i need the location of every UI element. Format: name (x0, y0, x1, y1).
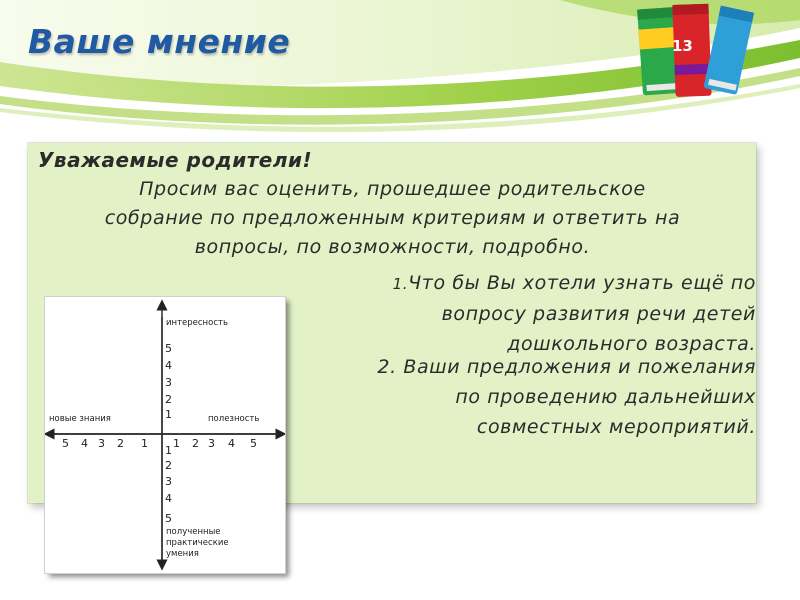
down-tick: 5 (165, 512, 172, 525)
right-tick: 2 (192, 437, 199, 450)
down-tick: 4 (165, 492, 172, 505)
down-tick: 2 (165, 459, 172, 472)
axis-label-down-1: полученные (166, 527, 221, 537)
greeting: Уважаемые родители! (38, 148, 313, 172)
left-tick: 2 (117, 437, 124, 450)
left-tick: 4 (81, 437, 88, 450)
up-tick: 5 (165, 342, 172, 355)
question-2-line: по проведению дальнейших (455, 386, 756, 408)
axis-label-right: полезность (208, 414, 260, 424)
up-tick: 2 (165, 393, 172, 406)
question-2-line: совместных мероприятий. (476, 416, 756, 438)
intro-line: Просим вас оценить, прошедшее родительское (139, 178, 646, 200)
left-tick: 3 (98, 437, 105, 450)
up-tick: 4 (165, 359, 172, 372)
left-tick: 5 (62, 437, 69, 450)
axis-label-left: новые знания (49, 414, 111, 424)
intro-line: собрание по предложенным критериям и ответить на (104, 207, 681, 229)
right-tick: 3 (208, 437, 215, 450)
page-number: 13 (672, 37, 693, 55)
up-tick: 1 (165, 408, 172, 421)
right-tick: 1 (173, 437, 180, 450)
books-icon (632, 0, 782, 100)
question-1-line: вопросу развития речи детей (441, 303, 756, 325)
intro-line: вопросы, по возможности, подробно. (194, 236, 591, 258)
question-2-line: 2. Ваши предложения и пожелания (377, 356, 756, 378)
left-tick: 1 (141, 437, 148, 450)
intro-text (30, 175, 755, 262)
evaluation-axes-diagram (45, 297, 285, 573)
up-tick: 3 (165, 376, 172, 389)
right-tick: 5 (250, 437, 257, 450)
question-1 (276, 268, 756, 359)
question-1-line: дошкольного возраста. (507, 333, 756, 355)
slide-title: Ваше мнение (28, 22, 291, 61)
right-tick: 4 (228, 437, 235, 450)
axis-label-up: интересность (166, 318, 228, 328)
question-1-number: 1. (392, 275, 409, 293)
question-2 (276, 352, 756, 442)
axis-label-down-2: практические (166, 538, 229, 548)
axis-label-down-3: умения (166, 549, 199, 559)
down-tick: 1 (165, 444, 172, 457)
down-tick: 3 (165, 475, 172, 488)
question-1-line: 1.Что бы Вы хотели узнать ещё по (392, 272, 756, 294)
